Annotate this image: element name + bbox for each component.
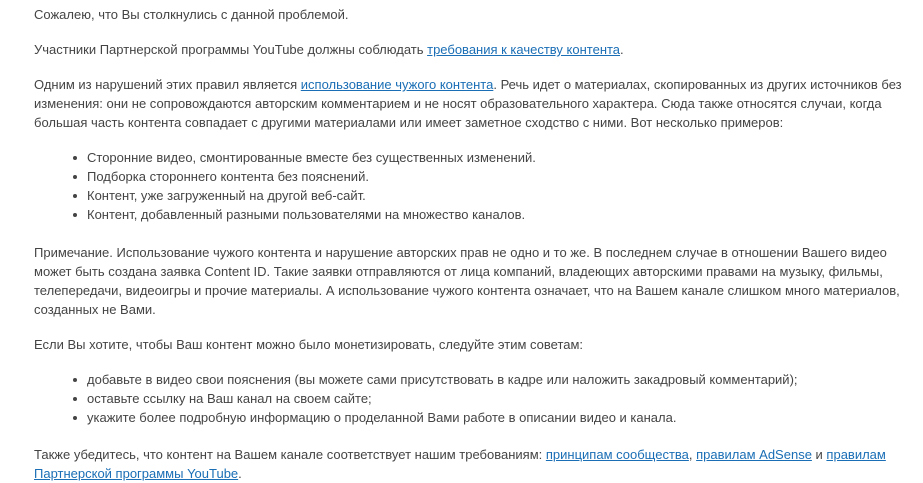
- bullet-icon: [73, 194, 77, 198]
- bullet-icon: [73, 416, 77, 420]
- list-item-text: укажите более подробную информацию о проделанной Вами работе в описании видео и канала.: [87, 410, 677, 425]
- bullet-icon: [73, 378, 77, 382]
- period: .: [238, 466, 242, 481]
- bullet-icon: [73, 213, 77, 217]
- bullet-icon: [73, 156, 77, 160]
- list-item-text: Подборка стороннего контента без пояснений.: [87, 169, 369, 184]
- list-item-text: Контент, уже загруженный на другой веб-сайт.: [87, 188, 366, 203]
- separator: ,: [688, 447, 697, 462]
- reused-content-explanation: . Речь идет о материалах, скопированных из других источников без изменения: они не сопровождаются авторским комментарием и не носят образовательного характера. Сюда также относятся случаи, когда большая часть контента совпадает с другими материалами или имеет заметное сходство с ними. Вот несколько примеров:: [34, 77, 902, 130]
- policy-paragraph: [34, 445, 914, 483]
- adsense-policies-link[interactable]: правилам AdSense: [696, 447, 812, 462]
- content-quality-requirements-link[interactable]: требования к качеству контента: [427, 42, 621, 57]
- list-item: [34, 186, 914, 205]
- partner-requirements-paragraph: [34, 40, 914, 59]
- list-item-text: Контент, добавленный разными пользователями на множество каналов.: [87, 207, 526, 222]
- partner-requirements-text: Участники Партнерской программы YouTube должны соблюдать: [34, 42, 428, 57]
- reused-content-intro: Одним из нарушений этих правил является: [34, 77, 301, 92]
- list-item-text: оставьте ссылку на Ваш канал на своем сайте;: [87, 391, 372, 406]
- list-item: [34, 408, 914, 427]
- bullet-icon: [73, 175, 77, 179]
- list-item-text: Сторонние видео, смонтированные вместе без существенных изменений.: [87, 150, 536, 165]
- policy-intro: Также убедитесь, что контент на Вашем канале соответствует нашим требованиям:: [34, 447, 546, 462]
- list-item: [34, 370, 914, 389]
- period: .: [620, 42, 624, 57]
- examples-list: [34, 148, 914, 224]
- list-item-text: добавьте в видео свои пояснения (вы можете сами присутствовать в кадре или наложить закадровый комментарий);: [87, 372, 798, 387]
- monetization-tips-intro: Если Вы хотите, чтобы Ваш контент можно было монетизировать, следуйте этим советам:: [34, 337, 584, 352]
- reused-content-paragraph: [34, 75, 914, 132]
- bullet-icon: [73, 397, 77, 401]
- tips-list: [34, 370, 914, 427]
- apology-paragraph: Сожалею, что Вы столкнулись с данной проблемой.: [34, 7, 349, 22]
- community-guidelines-link[interactable]: принципам сообщества: [545, 447, 689, 462]
- youtube-partner-program-policies-link[interactable]: правилам Партнерской программы YouTube: [34, 447, 886, 481]
- list-item: [34, 167, 914, 186]
- list-item: [34, 205, 914, 224]
- separator: и: [811, 447, 827, 462]
- note-paragraph: Примечание. Использование чужого контента и нарушение авторских прав не одно и то же. В последнем случае в отношении Вашего видео может быть создана заявка Content ID. Такие заявки отправляются от лица компаний, владеющих авторскими правами на музыку, фильмы, телепередачи, видеоигры и прочие материалы. А использование чужого контента означает, что на Вашем канале слишком много материалов, созданных не Вами.: [34, 245, 900, 317]
- list-item: [34, 148, 914, 167]
- list-item: [34, 389, 914, 408]
- reused-content-link[interactable]: использование чужого контента: [300, 77, 494, 92]
